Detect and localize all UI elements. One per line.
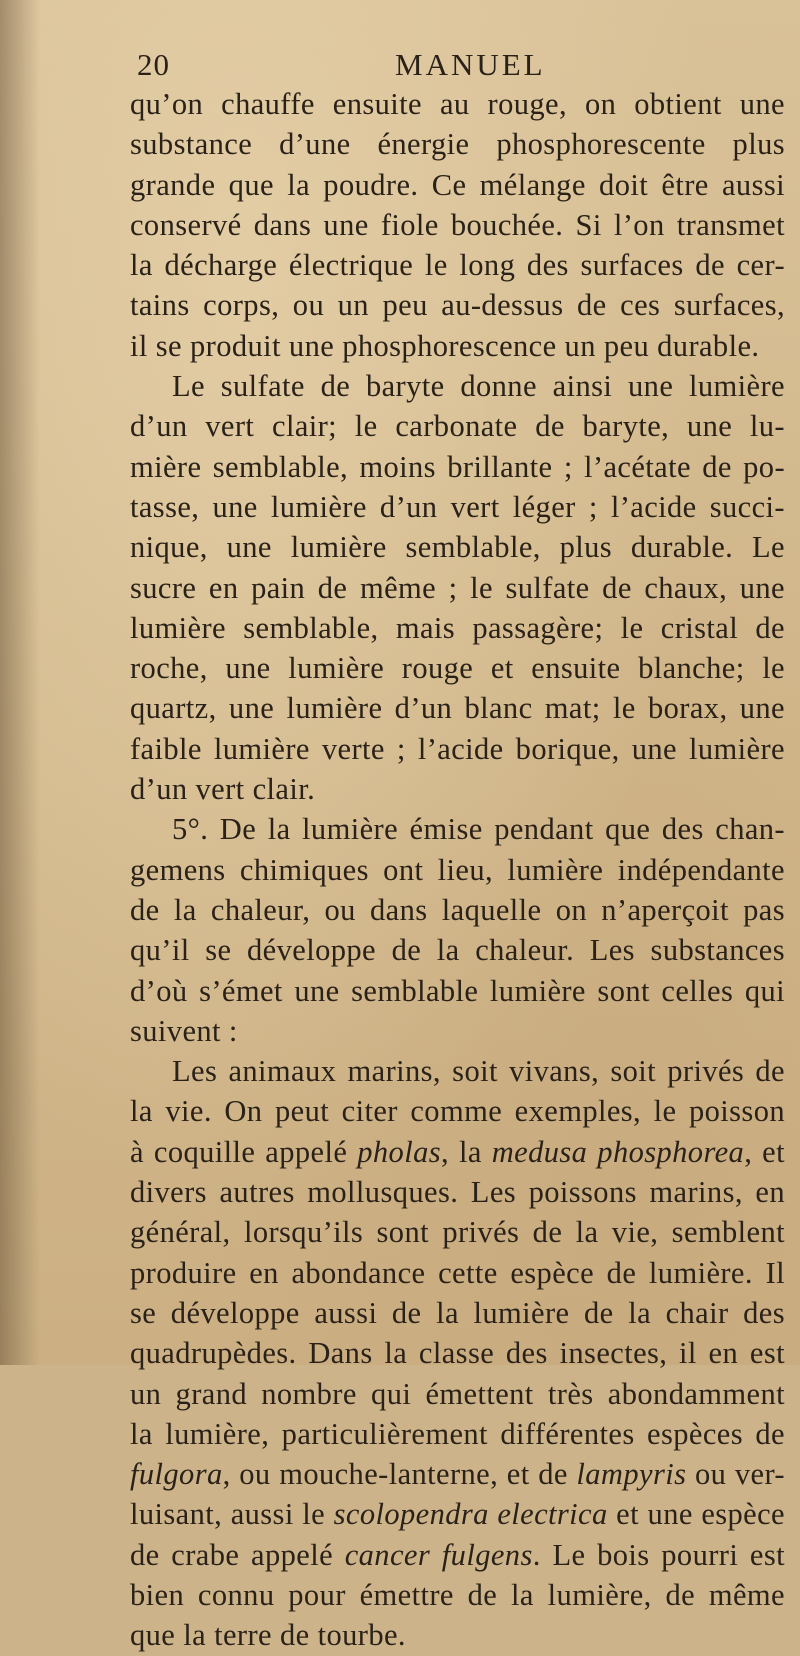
text-line: d’où s’émet une semblable lumière sont celles qui [130, 973, 785, 1008]
text-line: tains corps, ou un peu au-dessus de ces surfaces, [130, 288, 785, 323]
text-line: faible lumière verte ; l’acide borique, une lumière [130, 731, 785, 766]
page-edge-shadow [0, 0, 40, 1365]
text-line: sucre en pain de même ; le sulfate de chaux, une [130, 570, 785, 605]
text-line: général, lorsqu’ils sont privés de la vie, semblent [130, 1215, 785, 1250]
text-line: la décharge électrique le long des surfaces de cer- [130, 248, 785, 283]
text-line: il se produit une phosphorescence un peu durable. [130, 328, 760, 363]
page-number: 20 [137, 47, 170, 82]
text-line: bien connu pour émettre de la lumière, de même [130, 1577, 785, 1612]
text-line: un grand nombre qui émettent très abondamment [130, 1376, 785, 1411]
running-head: MANUEL [395, 47, 546, 82]
text-line: à coquille appelé pholas, la medusa phosphorea, et [130, 1134, 785, 1169]
text-line: qu’on chauffe ensuite au rouge, on obtient une [130, 87, 785, 121]
text-line: luisant, aussi le scolopendra electrica et une espèce [130, 1497, 785, 1532]
text-line: fulgora, ou mouche-lanterne, et de lampyris ou ver- [130, 1457, 785, 1492]
text-line: d’un vert clair. [130, 772, 316, 807]
text-line: produire en abondance cette espèce de lumière. Il [130, 1255, 785, 1290]
text-line: de crabe appelé cancer fulgens. Le bois pourri est [130, 1537, 785, 1572]
text-line: Le sulfate de baryte donne ainsi une lumière [172, 369, 785, 404]
text-line: divers autres mollusques. Les poissons marins, en [130, 1175, 785, 1210]
text-line: lumière semblable, mais passagère; le cristal de [130, 610, 785, 645]
text-line: suivent : [130, 1013, 238, 1048]
text-line: substance d’une énergie phosphorescente plus [130, 127, 785, 162]
text-line: quadrupèdes. Dans la classe des insectes, il en est [130, 1336, 785, 1371]
text-line: 5°. De la lumière émise pendant que des chan- [172, 812, 785, 847]
text-line: la vie. On peut citer comme exemples, le poisson [130, 1094, 785, 1129]
text-line: qu’il se développe de la chaleur. Les substances [130, 933, 785, 968]
text-line: quartz, une lumière d’un blanc mat; le borax, une [130, 691, 785, 726]
text-line: d’un vert clair; le carbonate de baryte, une lu- [130, 409, 785, 444]
body-text [130, 84, 785, 1656]
text-line: de la chaleur, ou dans laquelle on n’aperçoit pas [130, 892, 785, 927]
text-line: roche, une lumière rouge et ensuite blanche; le [130, 651, 785, 686]
text-line: mière semblable, moins brillante ; l’acétate de po- [130, 449, 785, 484]
page-header [137, 45, 657, 85]
text-line: nique, une lumière semblable, plus durable. Le [130, 530, 785, 565]
text-line: grande que la poudre. Ce mélange doit être aussi [130, 167, 785, 202]
text-line: la lumière, particulièrement différentes espèces de [130, 1416, 785, 1451]
text-line: gemens chimiques ont lieu, lumière indépendante [130, 852, 785, 887]
text-line: se développe aussi de la lumière de la chair des [130, 1295, 785, 1330]
text-line: conservé dans une fiole bouchée. Si l’on transmet [130, 207, 785, 242]
text-line: que la terre de tourbe. [130, 1618, 406, 1653]
text-line: tasse, une lumière d’un vert léger ; l’acide succi- [130, 489, 785, 524]
text-line: Les animaux marins, soit vivans, soit privés de [172, 1054, 785, 1089]
